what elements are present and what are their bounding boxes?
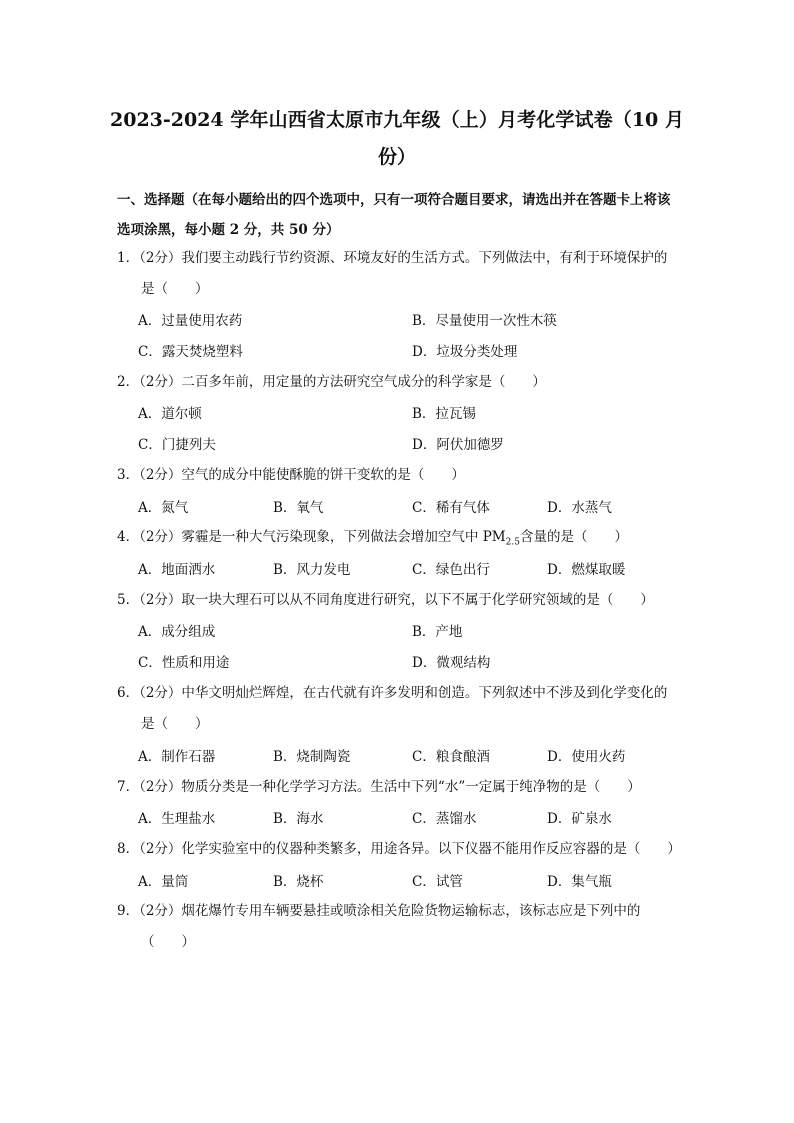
question-8 — [117, 834, 681, 865]
question-9 — [117, 896, 677, 958]
question-stem: 7．（2分）物质分类是一种化学学习方法。生活中下列“水”一定属于纯净物的是（ ） — [117, 779, 641, 795]
option-d[interactable]: D．集气瓶 — [547, 874, 612, 890]
question-1 — [117, 243, 677, 305]
question-stem: 9．（2分）烟花爆竹专用车辆要悬挂或喷涂相关危险货物运输标志，该标志应是下列中的（ ） — [117, 903, 641, 950]
option-a[interactable]: A．氮气 — [138, 500, 189, 516]
option-b[interactable]: B．海水 — [273, 811, 324, 827]
option-b[interactable]: B．烧制陶瓷 — [273, 749, 351, 765]
question-7 — [117, 772, 677, 803]
option-c[interactable]: C．露天焚烧塑料 — [138, 344, 243, 360]
option-a[interactable]: A．生理盐水 — [138, 811, 216, 827]
option-c[interactable]: C．绿色出行 — [412, 562, 490, 578]
option-d[interactable]: D．阿伏加德罗 — [412, 437, 504, 453]
page-title: 2023-2024 学年山西省太原市九年级（上）月考化学试卷（10 月份） — [110, 109, 684, 168]
option-c[interactable]: C．门捷列夫 — [138, 437, 216, 453]
option-a[interactable]: A．地面洒水 — [138, 562, 216, 578]
question-5 — [117, 585, 677, 616]
question-3 — [117, 460, 677, 491]
option-a[interactable]: A．成分组成 — [138, 624, 216, 640]
option-c[interactable]: C．蒸馏水 — [412, 811, 477, 827]
question-stem: 6．（2分）中华文明灿烂辉煌，在古代就有许多发明和创造。下列叙述中不涉及到化学变化的是（ ） — [117, 685, 668, 732]
option-b[interactable]: B．烧杯 — [273, 874, 324, 890]
option-d[interactable]: D．燃煤取暖 — [547, 562, 626, 578]
option-a[interactable]: A．道尔顿 — [138, 406, 202, 422]
question-5-options-row2 — [138, 653, 678, 673]
option-a[interactable]: A．量筒 — [138, 874, 189, 890]
question-6 — [117, 678, 677, 740]
question-2-options — [138, 404, 678, 424]
option-d[interactable]: D．水蒸气 — [547, 500, 612, 516]
option-b[interactable]: B．风力发电 — [273, 562, 351, 578]
question-stem: 2．（2分）二百多年前，用定量的方法研究空气成分的科学家是（ ） — [117, 374, 546, 390]
question-stem: 4．（2分）雾霾是一种大气污染现象，下列做法会增加空气中 $PM_{2.5}$含量的是（ ） — [117, 529, 628, 548]
question-4-options — [138, 560, 678, 580]
option-a[interactable]: A．制作石器 — [138, 749, 216, 765]
option-c[interactable]: C．稀有气体 — [412, 500, 490, 516]
option-d[interactable]: D．矿泉水 — [547, 811, 612, 827]
question-8-options — [138, 872, 678, 892]
option-c[interactable]: C．性质和用途 — [138, 655, 230, 671]
question-stem: 5．（2分）取一块大理石可以从不同角度进行研究，以下不属于化学研究领域的是（ ） — [117, 592, 654, 608]
question-2 — [117, 367, 677, 398]
option-b[interactable]: B．产地 — [412, 624, 463, 640]
question-4 — [117, 522, 677, 559]
option-b[interactable]: B．尽量使用一次性木筷 — [412, 313, 557, 329]
option-b[interactable]: B．拉瓦锡 — [412, 406, 476, 422]
option-d[interactable]: D．微观结构 — [412, 655, 491, 671]
question-1-options-row2 — [138, 342, 678, 362]
question-7-options — [138, 809, 678, 829]
question-5-options — [138, 622, 678, 642]
question-1-options — [138, 311, 678, 331]
question-stem: 1．（2分）我们要主动践行节约资源、环境友好的生活方式。下列做法中，有利于环境保护的是（ ） — [117, 250, 668, 297]
option-c[interactable]: C．粮食酿酒 — [412, 749, 490, 765]
question-stem: 3．（2分）空气的成分中能使酥脆的饼干变软的是（ ） — [117, 467, 465, 483]
section-heading: 一、选择题（在每小题给出的四个选项中，只有一项符合题目要求，请选出并在答题卡上将该选项涂黑，每小题 2 分，共 50 分） — [117, 192, 671, 238]
question-2-options-row2 — [138, 435, 678, 455]
question-3-options — [138, 498, 678, 518]
option-c[interactable]: C．试管 — [412, 874, 463, 890]
option-d[interactable]: D．使用火药 — [547, 749, 626, 765]
option-a[interactable]: A．过量使用农药 — [138, 313, 243, 329]
option-d[interactable]: D．垃圾分类处理 — [412, 344, 518, 360]
option-b[interactable]: B．氧气 — [273, 500, 324, 516]
question-stem: 8．（2分）化学实验室中的仪器种类繁多，用途各异。以下仪器不能用作反应容器的是（ ） — [117, 841, 681, 857]
question-6-options — [138, 747, 678, 767]
